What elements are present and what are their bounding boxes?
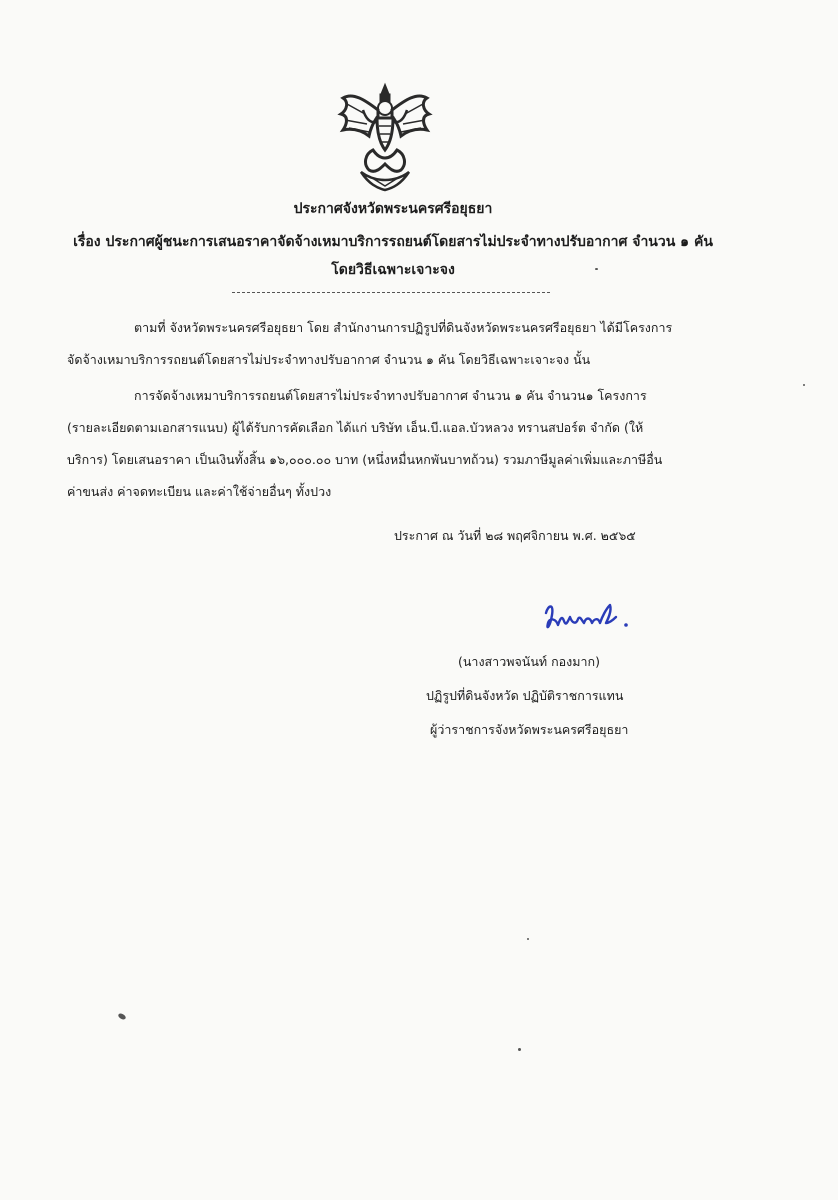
signatory-position-2: ผู้ว่าราชการจังหวัดพระนครศรีอยุธยา [430, 722, 629, 737]
signature-image [540, 595, 635, 640]
scan-speck [527, 938, 529, 940]
subject-line-1: เรื่อง ประกาศผู้ชนะการเสนอราคาจัดจ้างเหมาบริการรถยนต์โดยสารไม่ประจำทางปรับอากาศ จำนวน ๑ คัน [73, 234, 713, 250]
paragraph-2-line-1: การจัดจ้างเหมาบริการรถยนต์โดยสารไม่ประจำทางปรับอากาศ จำนวน ๑ คัน จำนวน๑ โครงการ [134, 388, 647, 403]
garuda-emblem-icon [335, 80, 435, 195]
subject-line-2: โดยวิธีเฉพาะเจาะจง [331, 262, 455, 278]
announcement-title: ประกาศจังหวัดพระนครศรีอยุธยา [293, 201, 493, 217]
paragraph-2-line-4: ค่าขนส่ง ค่าจดทะเบียน และค่าใช้จ่ายอื่นๆ ทั้งปวง [67, 484, 332, 499]
scan-speck [803, 384, 805, 386]
announcement-date: ประกาศ ณ วันที่ ๒๘ พฤศจิกายน พ.ศ. ๒๕๖๕ [394, 528, 636, 543]
divider [232, 292, 550, 293]
paragraph-1-line-2: จัดจ้างเหมาบริการรถยนต์โดยสารไม่ประจำทางปรับอากาศ จำนวน ๑ คัน โดยวิธีเฉพาะเจาะจง นั้น [67, 352, 591, 367]
scan-speck [117, 1012, 126, 1020]
paragraph-2-line-2: (รายละเอียดตามเอกสารแนบ) ผู้ได้รับการคัดเลือก ได้แก่ บริษัท เอ็น.บี.แอล.บัวหลวง ทรานสปอร์ต จำกัด (ให้ [67, 420, 644, 435]
signatory-position-1: ปฏิรูปที่ดินจังหวัด ปฏิบัติราชการแทน [426, 688, 624, 703]
paragraph-2-line-3: บริการ) โดยเสนอราคา เป็นเงินทั้งสิ้น ๑๖,๐๐๐.๐๐ บาท (หนึ่งหมื่นหกพันบาทถ้วน) รวมภาษีมูลค่าเพิ่มและภาษีอื่น [67, 452, 663, 467]
scan-speck [595, 268, 598, 270]
scan-speck [518, 1048, 521, 1051]
signatory-name: (นางสาวพจนันท์ กองมาก) [458, 654, 600, 669]
paragraph-1-line-1: ตามที่ จังหวัดพระนครศรีอยุธยา โดย สำนักงานการปฏิรูปที่ดินจังหวัดพระนครศรีอยุธยา ได้มีโครงการ [134, 320, 673, 335]
